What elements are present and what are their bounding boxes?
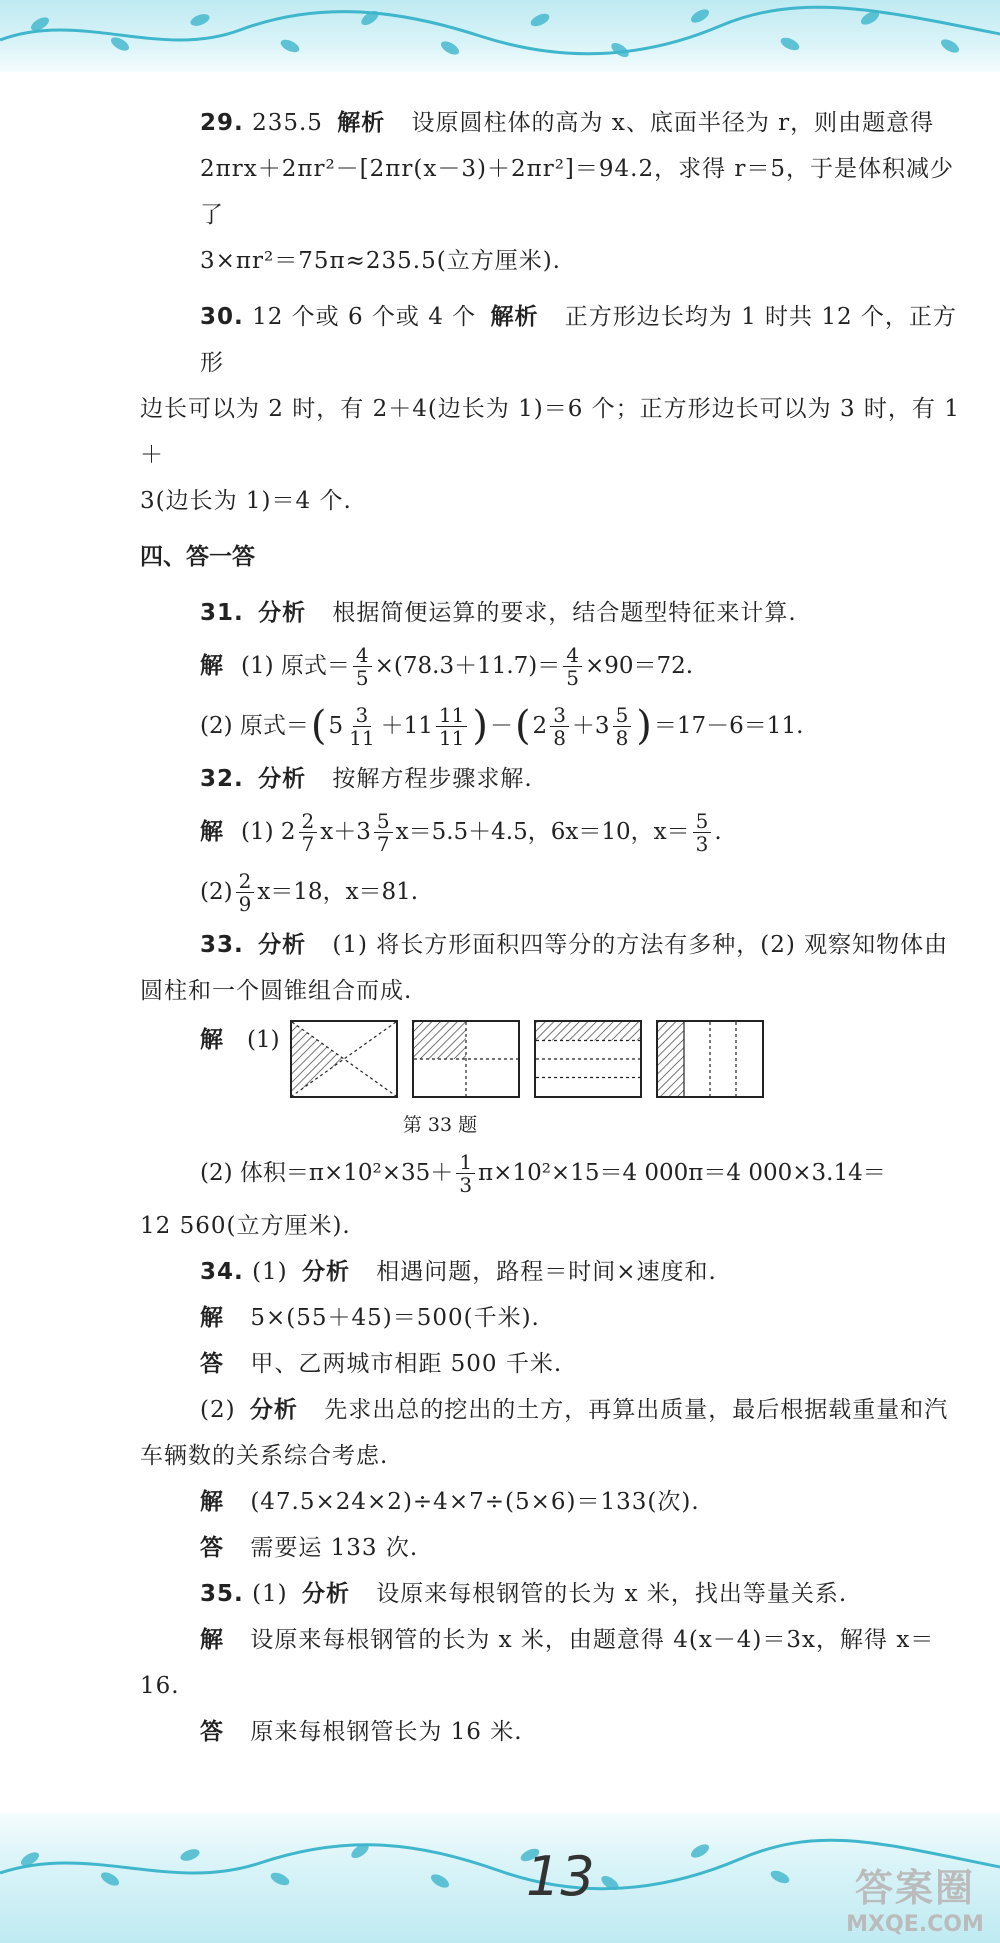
q35-ans: 原来每根钢管长为 16 米.	[250, 1719, 523, 1745]
q32-analysis-text: 按解方程步骤求解.	[332, 766, 533, 792]
q32-sol1-mid2: x＝5.5＋4.5，6x＝10，x＝	[395, 819, 690, 845]
q31-analysis	[140, 590, 970, 636]
q34-analysis-text2a: 先求出总的挖出的土方，再算出质量，最后根据载重量和汽	[324, 1397, 949, 1423]
q29-text1: 设原圆柱体的高为 x、底面半径为 r，则由题意得	[411, 110, 935, 136]
q32-sol2-pre: (2)	[200, 879, 233, 905]
fraction: $\frac{3}{11}$	[349, 702, 375, 750]
top-decorative-band	[0, 0, 1000, 72]
q33-analysis1	[140, 922, 970, 968]
watermark-line1: 答案圈	[854, 1866, 975, 1910]
q34-sol1: 5×(55＋45)＝500(千米).	[250, 1305, 540, 1331]
fraction: $\frac{11}{11}$	[436, 704, 467, 749]
q31-solution2: (2) 原式＝ ( 5 $\frac{3}{11}$ ＋11 $\frac{11}{11}$ ) － ( 2 $\frac{3}{8}$ ＋3 $\frac{5}{8}$ ) ＝17－6＝11.	[140, 696, 970, 756]
q32-sol1-post: .	[714, 819, 722, 845]
q31-sol1-post: ×90＝72.	[585, 653, 694, 679]
q32-sol1-mid: x＋3	[320, 819, 371, 845]
rectangle-diagonals-figure	[290, 1020, 398, 1098]
fraction: $\frac{5}{7}$	[374, 810, 393, 855]
q34-ans2: 需要运 133 次.	[250, 1535, 419, 1561]
q31-sol-label: 解	[200, 653, 223, 679]
q31-solution1	[140, 636, 970, 696]
q30-text1: 正方形边长均为 1 时共 12 个，正方形	[200, 304, 957, 376]
q33-sol2-post: π×10²×15＝4 000π＝4 000×3.14＝	[478, 1160, 886, 1186]
q34-number: 34.	[200, 1259, 244, 1285]
q34-label2: 分析	[249, 1397, 298, 1423]
q32-solution2	[140, 862, 970, 922]
q29-label: 解析	[337, 110, 386, 136]
q34-answer1	[140, 1341, 970, 1387]
q31-sol1-mid: ×(78.3＋11.7)＝	[374, 653, 561, 679]
q31-label: 分析	[258, 600, 307, 626]
q35-analysis	[140, 1571, 970, 1617]
q33-figure-row	[140, 1020, 970, 1098]
q31-sol1-pre: (1) 原式＝	[241, 653, 350, 679]
fraction: $\frac{4}{5}$	[563, 644, 582, 689]
q29-line2: 2πrx＋2πr²－[2πr(x－3)＋2πr²]＝94.2，求得 r＝5，于是体积减少了	[200, 156, 955, 228]
rectangle-quadrants-figure	[412, 1020, 520, 1098]
q29-line3: 3×πr²＝75π≈235.5(立方厘米).	[200, 248, 561, 274]
q29-answer: 235.5	[252, 110, 323, 136]
q34-part2: (2)	[200, 1397, 236, 1423]
answer-content	[140, 100, 970, 1755]
q33-analysis-text1: (1) 将长方形面积四等分的方法有多种，(2) 观察知物体由	[332, 932, 949, 958]
q34-solution2	[140, 1479, 970, 1525]
q30-line2: 边长可以为 2 时，有 2＋4(边长为 1)＝6 个；正方形边长可以为 3 时，有 1＋	[140, 396, 960, 468]
fraction: $\frac{2}{9}$	[236, 870, 255, 915]
q34-sol2: (47.5×24×2)÷4×7÷(5×6)＝133(次).	[250, 1489, 700, 1515]
fraction: $\frac{5}{8}$	[613, 704, 632, 749]
q31-sol2-plus2: ＋3	[571, 713, 610, 739]
q33-fig-label: (1)	[247, 1027, 280, 1053]
q30-answer: 12 个或 6 个或 4 个	[252, 304, 477, 330]
fraction: $\frac{4}{5}$	[353, 644, 372, 689]
q29-number: 29.	[200, 110, 244, 136]
q35-number: 35.	[200, 1581, 244, 1607]
q32-analysis	[140, 756, 970, 802]
rectangle-horizontal-strips-figure	[534, 1020, 642, 1098]
rectangle-vertical-strips-figure	[656, 1020, 764, 1098]
q35-label: 分析	[301, 1581, 350, 1607]
q30-line1	[140, 294, 970, 386]
q31-sol2-plus1: ＋11	[380, 713, 433, 739]
q30-number: 30.	[200, 304, 244, 330]
section-title: 四、答一答	[140, 544, 255, 570]
q32-sol-label: 解	[200, 819, 223, 845]
q34-part1: (1)	[252, 1259, 288, 1285]
q32-solution1	[140, 802, 970, 862]
q35-ans-label: 答	[200, 1719, 224, 1745]
q31-sol2-pre: (2) 原式＝	[200, 713, 309, 739]
q34-analysis2b: 车辆数的关系综合考虑.	[140, 1443, 389, 1469]
q32-sol1-pre: (1) 2	[241, 819, 296, 845]
q35-sol-text1: 设原来每根钢管的长为 x 米，由题意得 4(x－4)＝3x，解得 x＝	[250, 1627, 935, 1653]
q35-solution-line2: 16.	[140, 1673, 180, 1699]
q33-sol2-pre: (2) 体积＝π×10²×35＋	[200, 1160, 454, 1186]
q33-caption: 第 33 题	[402, 1114, 478, 1136]
q32-sol2-post: x＝18，x＝81.	[257, 879, 419, 905]
q33-sol-label: 解	[200, 1027, 223, 1053]
q34-label: 分析	[301, 1259, 350, 1285]
fraction: $\frac{3}{8}$	[550, 704, 569, 749]
fraction: $\frac{1}{3}$	[456, 1151, 475, 1196]
q34-analysis-text1: 相遇问题，路程＝时间×速度和.	[376, 1259, 717, 1285]
q33-number: 33.	[200, 932, 244, 958]
q35-part1: (1)	[252, 1581, 288, 1607]
q31-analysis-text: 根据简便运算的要求，结合题型特征来计算.	[332, 600, 797, 626]
mixed-whole: 2	[532, 713, 548, 739]
q34-analysis1	[140, 1249, 970, 1295]
fraction: $\frac{2}{7}$	[299, 810, 318, 855]
q34-ans-label: 答	[200, 1351, 224, 1377]
fraction: $\frac{5}{3}$	[693, 810, 712, 855]
q34-solution1	[140, 1295, 970, 1341]
q31-sol2-minus: －	[489, 713, 513, 739]
q35-analysis-text: 设原来每根钢管的长为 x 米，找出等量关系.	[376, 1581, 848, 1607]
q33-figures	[290, 1020, 764, 1098]
q30-label: 解析	[490, 304, 539, 330]
q33-analysis2: 圆柱和一个圆锥组合而成.	[140, 978, 413, 1004]
q34-ans1: 甲、乙两城市相距 500 千米.	[250, 1351, 563, 1377]
q34-answer2	[140, 1525, 970, 1571]
q33-label: 分析	[258, 932, 307, 958]
watermark-line2: MXQE.COM	[846, 1912, 984, 1937]
q33-sol2-line2: 12 560(立方厘米).	[140, 1213, 351, 1239]
q35-answer	[140, 1709, 970, 1755]
q34-ans-label2: 答	[200, 1535, 224, 1561]
q29-line1	[140, 100, 970, 146]
site-watermark-logo	[840, 1857, 990, 1937]
q34-sol-label: 解	[200, 1305, 224, 1331]
q30-line3: 3(边长为 1)＝4 个.	[140, 488, 352, 514]
q32-number: 32.	[200, 766, 244, 792]
q31-number: 31.	[200, 600, 244, 626]
q31-sol2-post: ＝17－6＝11.	[653, 713, 804, 739]
q32-label: 分析	[258, 766, 307, 792]
mixed-whole: 5	[328, 713, 344, 739]
page-number: 13	[526, 1845, 595, 1908]
vine-decoration-icon	[0, 0, 1000, 72]
q33-solution2	[140, 1143, 970, 1203]
q35-solution-line1	[140, 1617, 970, 1663]
q34-analysis2	[140, 1387, 970, 1433]
q35-sol-label: 解	[200, 1627, 224, 1653]
q34-sol-label2: 解	[200, 1489, 224, 1515]
